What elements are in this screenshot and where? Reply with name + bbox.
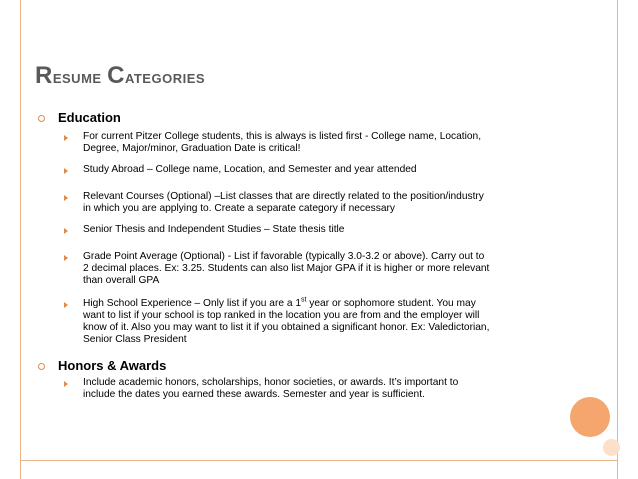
frame-left-line xyxy=(20,0,21,479)
circle-bullet-icon xyxy=(38,115,45,122)
decorative-circle-small xyxy=(603,439,620,456)
triangle-bullet-icon xyxy=(64,135,68,141)
triangle-bullet-icon xyxy=(64,255,68,261)
frame-right-line xyxy=(617,0,618,479)
triangle-bullet-icon xyxy=(64,302,68,308)
circle-bullet-icon xyxy=(38,363,45,370)
decorative-circle-large xyxy=(570,397,610,437)
triangle-bullet-icon xyxy=(64,195,68,201)
triangle-bullet-icon xyxy=(64,381,68,387)
triangle-bullet-icon xyxy=(64,168,68,174)
slide-title: Resume Categories xyxy=(35,62,206,89)
slide: Resume Categories Education For current Pitzer College students, this is always is listed first - College name, Location, Degree, Major/minor, Graduation Date is critical! Study Abroad – College name, Location, and Semester and year attended Relevant Courses (Optional) –List classes that are directly related to the position/industry in which you are applying to. Create a separate category if necessary Senior Thesis and Independent Studies – State thesis title Grade Point Average (Optional) - List if favorable (typically 3.0-3.2 or above). Carry out to 2 decimal places. Ex: 3.25. Students can also list Major GPA if it is higher or more relevant than overall GPA High School Experience – Only list if you are a 1st year or sophomore student. You may want to list if your school is top ranked in the location you are from and the employer will know of it. Also you may want to list it if you obtained a significant honor. Ex: Valedictorian, Senior Class President Honors & Awards Include academic honors, scholarships, honor societies, or awards. It’s important to include the dates you earned these awards. Semester and year is sufficient. xyxy=(0,0,638,479)
triangle-bullet-icon xyxy=(64,228,68,234)
frame-bottom-line xyxy=(20,460,618,461)
